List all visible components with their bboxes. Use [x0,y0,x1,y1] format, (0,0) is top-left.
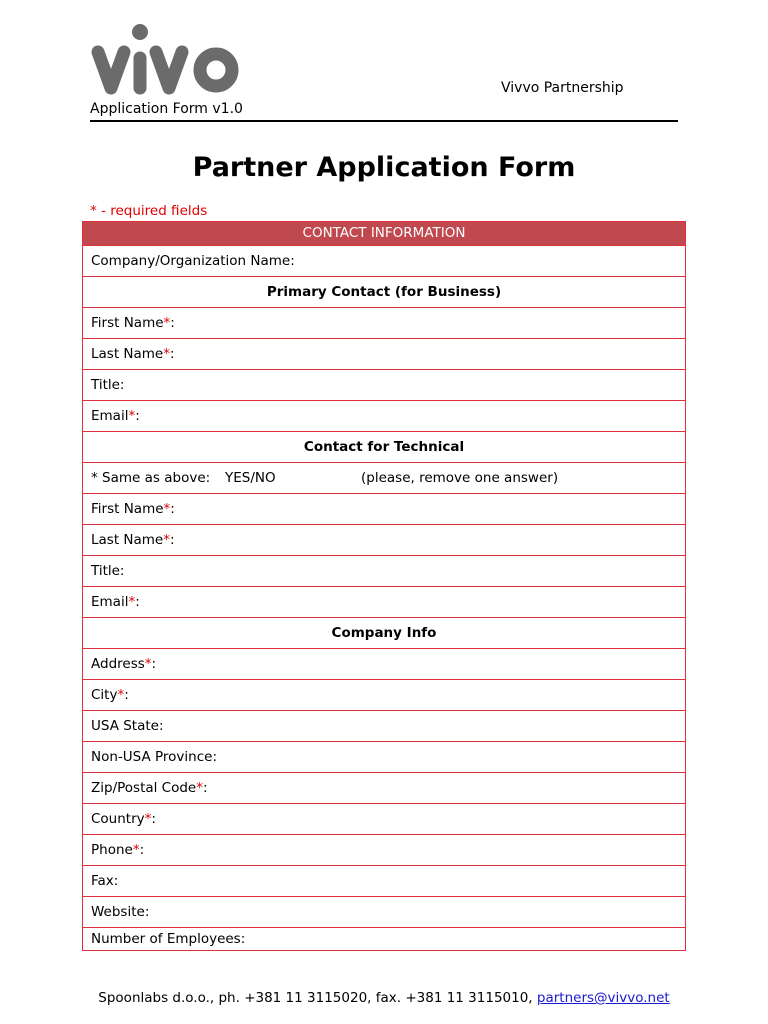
page-title: Partner Application Form [192,152,576,183]
field-label: * Same as above: [91,470,211,486]
field-label: Last Name [91,346,164,362]
company-name-field[interactable] [82,246,686,277]
primary-email-field[interactable] [82,401,686,432]
primary-title-field[interactable] [82,370,686,401]
label-colon: : [151,656,157,672]
field-label: Title: [91,563,125,579]
field-label: Last Name [91,532,164,548]
field-label: Address [91,656,145,672]
fax-field[interactable] [82,866,686,897]
phone-field[interactable] [82,835,686,866]
non-usa-province-field[interactable] [82,742,686,773]
technical-title-field[interactable] [82,556,686,587]
technical-last-name-field[interactable] [82,525,686,556]
same-as-above-field[interactable] [82,463,686,494]
city-field[interactable] [82,680,686,711]
field-label: Email [91,408,129,424]
header-divider [90,120,678,122]
required-mark: * [132,842,140,858]
footer-contact-text: Spoonlabs d.o.o., ph. +381 11 3115020, fax. +381 11 3115010, [98,990,533,1006]
label-colon: : [170,532,175,548]
label-colon: : [170,501,175,517]
label-colon: : [135,594,140,610]
required-mark: * [144,656,152,672]
employees-field[interactable] [82,928,686,951]
field-label: First Name [91,315,164,331]
field-label: USA State: [91,718,164,734]
field-label: Title: [91,377,125,393]
technical-email-field[interactable] [82,587,686,618]
field-label: Country [91,811,145,827]
required-fields-note: * - required fields [90,203,208,219]
field-label: Email [91,594,129,610]
website-field[interactable] [82,897,686,928]
required-mark: * [163,532,170,548]
required-mark: * [163,501,171,517]
technical-first-name-field[interactable] [82,494,686,525]
required-mark: * [196,780,203,796]
label-colon: : [139,842,145,858]
field-label: Fax: [91,873,119,889]
field-label: Website: [91,904,150,920]
technical-contact-heading: Contact for Technical [82,432,686,463]
required-mark: * [117,687,125,703]
field-label: Non-USA Province: [91,749,218,765]
primary-last-name-field[interactable] [82,339,686,370]
label-colon: : [124,687,129,703]
company-info-heading: Company Info [82,618,686,649]
label-colon: : [170,346,175,362]
required-mark: * [128,594,136,610]
field-label: First Name [91,501,164,517]
required-mark: * [163,315,171,331]
partnership-label: Vivvo Partnership [501,80,624,96]
label-colon: : [135,408,140,424]
field-label: Zip/Postal Code [91,780,197,796]
same-as-above-answer: YES/NO [225,470,276,486]
same-as-above-note: (please, remove one answer) [361,470,559,486]
partners-email-link[interactable]: partners@vivvo.net [536,990,670,1006]
address-field[interactable] [82,649,686,680]
country-field[interactable] [82,804,686,835]
field-label: City [91,687,118,703]
primary-contact-heading: Primary Contact (for Business) [82,277,686,308]
doc-version: Application Form v1.0 [90,101,243,117]
vivvo-logo [89,22,239,98]
label-colon: : [151,811,156,827]
required-mark: * [144,811,152,827]
footer [0,990,768,1006]
primary-first-name-field[interactable] [82,308,686,339]
application-form-table [82,221,686,951]
required-mark: * [128,408,136,424]
field-label: Number of Employees: [91,931,246,947]
zip-code-field[interactable] [82,773,686,804]
field-label: Company/Organization Name: [91,253,295,269]
usa-state-field[interactable] [82,711,686,742]
field-label: Phone [91,842,133,858]
label-colon: : [170,315,175,331]
contact-information-band: CONTACT INFORMATION [82,221,686,246]
label-colon: : [203,780,208,796]
required-mark: * [163,346,170,362]
